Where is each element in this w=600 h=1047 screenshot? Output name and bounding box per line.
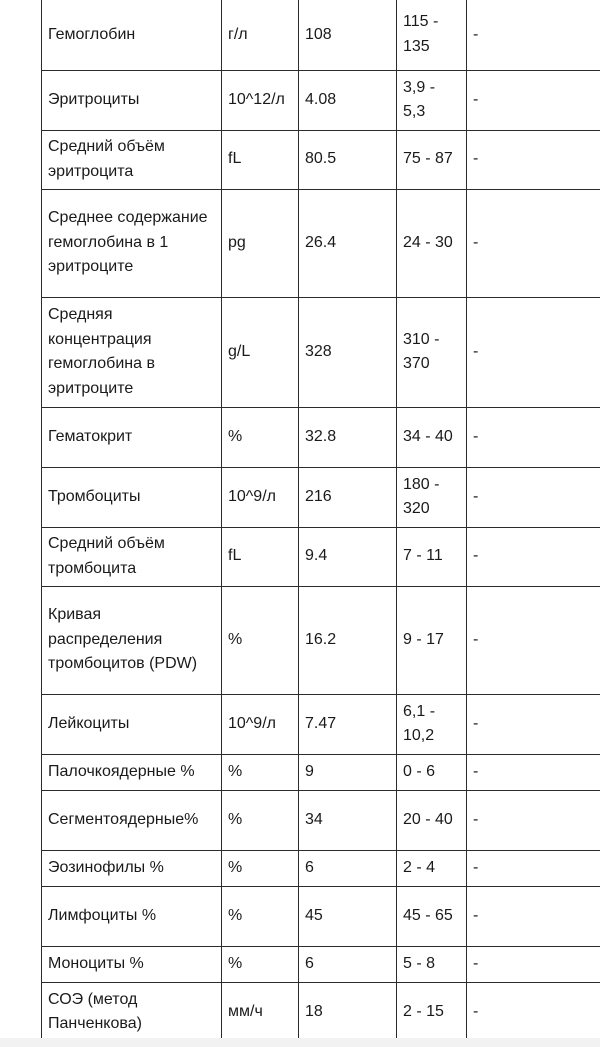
reference-range: 180 - 320 — [397, 467, 467, 527]
test-name: Гематокрит — [42, 407, 222, 467]
table-row — [42, 297, 600, 407]
test-unit: % — [222, 754, 299, 790]
table-row — [42, 407, 600, 467]
flag-cell: - — [467, 886, 600, 946]
flag-cell: - — [467, 297, 600, 407]
test-value: 216 — [299, 467, 397, 527]
table-row — [42, 467, 600, 527]
test-value: 80.5 — [299, 130, 397, 189]
table-row — [42, 694, 600, 754]
reference-range: 5 - 8 — [397, 946, 467, 982]
test-unit: % — [222, 790, 299, 850]
reference-range: 6,1 - 10,2 — [397, 694, 467, 754]
test-value: 34 — [299, 790, 397, 850]
test-value: 7.47 — [299, 694, 397, 754]
test-name: Эритроциты — [42, 70, 222, 130]
table-row — [42, 586, 600, 694]
table-row — [42, 0, 600, 70]
flag-cell: - — [467, 586, 600, 694]
table-row — [42, 130, 600, 189]
test-unit: г/л — [222, 0, 299, 70]
bottom-strip — [0, 1038, 600, 1047]
table-row — [42, 70, 600, 130]
flag-cell: - — [467, 790, 600, 850]
reference-range: 2 - 4 — [397, 850, 467, 886]
table-row — [42, 946, 600, 982]
flag-cell: - — [467, 467, 600, 527]
table-row — [42, 527, 600, 586]
test-unit: мм/ч — [222, 982, 299, 1042]
flag-cell: - — [467, 407, 600, 467]
test-value: 45 — [299, 886, 397, 946]
flag-cell: - — [467, 850, 600, 886]
test-unit: 10^9/л — [222, 694, 299, 754]
test-name: Палочкоядерные % — [42, 754, 222, 790]
test-name: Гемоглобин — [42, 0, 222, 70]
table-row — [42, 850, 600, 886]
flag-cell: - — [467, 946, 600, 982]
test-name: Сегментоядерные% — [42, 790, 222, 850]
reference-range: 20 - 40 — [397, 790, 467, 850]
test-unit: fL — [222, 527, 299, 586]
test-unit: % — [222, 850, 299, 886]
flag-cell: - — [467, 130, 600, 189]
table-row — [42, 982, 600, 1042]
test-value: 9.4 — [299, 527, 397, 586]
reference-range: 115 - 135 — [397, 0, 467, 70]
test-unit: % — [222, 586, 299, 694]
reference-range: 34 - 40 — [397, 407, 467, 467]
flag-cell: - — [467, 70, 600, 130]
test-name: СОЭ (метод Панченкова) — [42, 982, 222, 1042]
test-value: 9 — [299, 754, 397, 790]
test-value: 18 — [299, 982, 397, 1042]
lab-results-body — [42, 0, 600, 1042]
reference-range: 24 - 30 — [397, 189, 467, 297]
reference-range: 2 - 15 — [397, 982, 467, 1042]
test-name: Кривая распределения тромбоцитов (PDW) — [42, 586, 222, 694]
test-name: Среднее содержание гемоглобина в 1 эритроците — [42, 189, 222, 297]
reference-range: 9 - 17 — [397, 586, 467, 694]
test-unit: 10^9/л — [222, 467, 299, 527]
flag-cell: - — [467, 694, 600, 754]
reference-range: 3,9 - 5,3 — [397, 70, 467, 130]
reference-range: 0 - 6 — [397, 754, 467, 790]
table-row — [42, 754, 600, 790]
test-value: 108 — [299, 0, 397, 70]
test-unit: % — [222, 407, 299, 467]
table-row — [42, 790, 600, 850]
reference-range: 45 - 65 — [397, 886, 467, 946]
lab-results-table — [41, 0, 600, 1043]
test-name: Эозинофилы % — [42, 850, 222, 886]
test-unit: pg — [222, 189, 299, 297]
test-unit: 10^12/л — [222, 70, 299, 130]
flag-cell: - — [467, 0, 600, 70]
test-value: 328 — [299, 297, 397, 407]
flag-cell: - — [467, 527, 600, 586]
test-value: 6 — [299, 850, 397, 886]
test-name: Средняя концентрация гемоглобина в эритроците — [42, 297, 222, 407]
test-value: 4.08 — [299, 70, 397, 130]
flag-cell: - — [467, 982, 600, 1042]
test-name: Тромбоциты — [42, 467, 222, 527]
test-value: 26.4 — [299, 189, 397, 297]
table-row — [42, 886, 600, 946]
reference-range: 75 - 87 — [397, 130, 467, 189]
test-unit: g/L — [222, 297, 299, 407]
test-name: Лимфоциты % — [42, 886, 222, 946]
test-name: Моноциты % — [42, 946, 222, 982]
test-value: 16.2 — [299, 586, 397, 694]
test-value: 32.8 — [299, 407, 397, 467]
reference-range: 7 - 11 — [397, 527, 467, 586]
table-row — [42, 189, 600, 297]
test-unit: fL — [222, 130, 299, 189]
flag-cell: - — [467, 754, 600, 790]
test-name: Средний объём эритроцита — [42, 130, 222, 189]
test-unit: % — [222, 886, 299, 946]
test-name: Лейкоциты — [42, 694, 222, 754]
flag-cell: - — [467, 189, 600, 297]
test-value: 6 — [299, 946, 397, 982]
test-name: Средний объём тромбоцита — [42, 527, 222, 586]
test-unit: % — [222, 946, 299, 982]
reference-range: 310 - 370 — [397, 297, 467, 407]
